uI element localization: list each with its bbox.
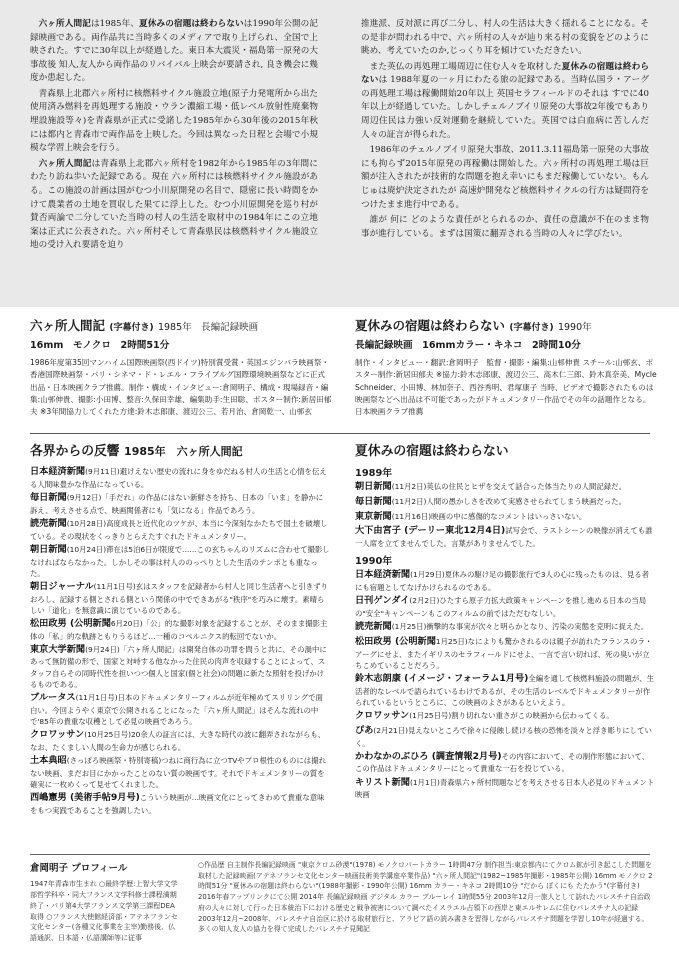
review-source: かわなかのぶひろ (調査情報2月号) [355,750,502,762]
profile-title: 倉岡明子 プロフィール [30,863,128,874]
reviews-title: 夏休みの宿題は終わらない [355,444,509,459]
film-title-ref: 六ヶ所人間記 [38,158,92,169]
review-quote: (1月1日)青森県六ヶ所村問題などを考えさせる日本人必見のドキュメント映画 [355,777,655,800]
intro-text: は1990年公開の記録映画である。両作品共に当時多くのメディアで取り上げられ、全国で上映された。すでに30年以上が経過した。東日本大震災・福島第一原発の大事故後 知人,友人から両作品のリバイバル上映会が要請され, 良き機会に幾度か患起した。 [30,19,318,84]
film-info-natsuyasumi [355,316,657,418]
review-source: 朝日ジャーナル [30,580,94,592]
review-item [30,728,330,753]
intro-text: は 1988年夏の一ヶ月にわたる旅の記録である。当時仏国ラ・アーグの再処理工場は稼働開始20年以上 英国セラフィールドのそれは すでに40年以上が経過していた。しかしチェルノブイリ原発の大事故2年後でもあり周辺住民は力強い反対運動を継続していた。英国では白血病に苦しんだ人々の証言が得られた。 [361,75,649,140]
review-source: 日本経済新聞 [355,569,411,581]
review-item [30,580,330,616]
reviews-meta: 1985年 六ヶ所人間記 [124,445,243,458]
review-source: 東京大学新聞 [30,643,86,655]
review-source: クロワッサン [355,709,410,721]
review-quote: (11月1日号)玄はスタッフを記録者から村人と同じ生活者へと引きずりおろし、記録する側とされる側という関係の中でできあがる"秩序"を巧みに壊す。素晴らしい「道化」を無意識に演じているのである。 [30,581,328,615]
review-item [30,617,330,642]
film-name: 六ヶ所人間記 [30,318,106,333]
film-title-ref: 六ヶ所人間記 [38,19,91,29]
review-item [30,754,330,790]
review-source: 朝日新聞 [355,481,392,492]
film-title-ref: 夏休みの宿題は終わらない [361,61,649,86]
review-quote: (2月21日)見えないところで徐々に侵蝕し続ける核の恐怖を淡々と浮き彫りにしていく。 [355,725,652,748]
review-quote: (11月2日)人間の愚かしさを改めて実感させられてしまう映画だった。 [391,496,626,506]
review-item [30,517,330,542]
review-source: 大下由宮子 (デーリー東北12月4日) [355,525,506,537]
intro-paragraph: 1986年のチェルノブイリ原発大事故、2011.3.11福島第一原発の大事故にも拘らず2015年原発の再稼働は開始した。六ヶ所村の再処理工場は巨額が注入されたが技術的な問題を抱え幸いにもまだ稼働していない。もんじゅは廃炉決定されたが 高速炉開発など核燃料サイクルの行方は疑問符をつけたまま進行中である。 [361,145,649,210]
film-name: 夏休みの宿題は終わらない [355,318,506,333]
review-source: 読売新聞 [355,621,392,633]
review-quote: (9月24日)「六ヶ所人間記」は開発自体の功罪を問うと共に、その渦中にあって無防備の形で、国家と対峙する他なかった住民の肉声を収録することによって、スタッフ自らその同時代性を担いつつ個人と国家(個と社会)の問題に新たな照射を投げかけるものである。 [30,644,327,689]
film-credits: 制作・インタビュー・翻訳:倉岡明子 監督・撮影・編集:山邨伸貴 スチール:山邨玄、ポスター制作:新居田郁夫 ※協力:鈴木志郎康、渡辺公三、高木仁三郎、鈴木真奈美、Mycle Schneider、小田博、林加奈子、西谷秀明、君塚康子 当時、ビデオで撮影されたものは映画祭などへ出品は不可能であったがドキュメンタリー作品でその年の話題作となる。日本映画クラブ推薦 [355,358,657,417]
film-meta: 1985年 長編記録映画 [157,322,259,333]
review-quote: (9月12日)「手だれ」の作品にはない新鮮さを持ち、日本の「いま」を静かに訴え、考えさせる点で、映画関係者にも「気になる」作品であろう。 [30,492,324,515]
review-item [355,635,655,671]
intro-text: は青森県上北郡六ヶ所村を1982年から1985年の3年間にわたり訪ね歩いた記録である。現在 六ヶ所村には核燃料サイクル施設がある。この施設の計画は国がむつ小川原開発の名目で、隠密に長い時間をかけて農業者の土地を買収した果てに浮上した。むつ小川原開発を巡り村が賛否両論で二分していた当時の村人の生活を取材中の1984年にこの立地案は正式に公表された。六ヶ所村そして青森県民は核燃料サイクル施設立地の受け入れ要請を迫り [30,158,318,251]
film-credits: 1986年度第35回マンハイム国際映画祭(西ドイツ)特別賞受賞・英国エジンバラ映画祭・香港国際映画祭・パリ・シネマ・ド・レエル・フライブルグ国際環境映画祭などに正式出品・日本映画クラブ推薦。制作・構成・インタビュー:倉岡明子、構成・現場録音・編集:山邨伸貴、撮影:小田博、整音:久保田幸雄、編集助手:生田聡、ポスター制作:新居田郁夫 ※3年間協力してくれた方達:鈴木志郎康、渡辺公三、若月治、倉岡乾一、山邨玄 [30,358,332,417]
review-quote: 1月25日)なによりも驚かされるのは親子が訪れたフランスのラ・アーグにせよ、またイギリスのセラフィールドにせよ、一言で言い切れば、死の臭いが立ちこめていることだろう。 [355,636,653,670]
review-quote: 試写会で、ラストシーンの映像が消えても誰一人席を立てませんでした。言葉がありませんでした。 [355,526,653,549]
review-quote: (9月11日)避けえない歴史の流れに身をゆだねる村人の生活と心情を伝える人間味豊かな作品になっている。 [30,467,327,489]
subtitle-tag: (字幕付き) [509,323,554,333]
film-spec: 16mm モノクロ 2時間51分 [30,340,170,351]
review-source: 松田政男 (公明新聞 [355,635,436,647]
intro-paragraph [30,158,318,253]
review-item [355,568,655,593]
review-source: 松田政男 (公明新聞 [30,617,111,629]
review-list [30,465,330,816]
review-item [355,510,655,524]
review-source: 土本典昭 [30,754,67,766]
review-source: ブルータス [30,691,76,703]
review-source: 朝日新聞 [30,543,67,555]
review-source: 日刊ゲンダイ [355,595,410,607]
review-item [355,750,655,775]
film-title [30,316,332,334]
review-quote: (1月29日)夏休みの駆け足の撮影旅行で3人の心に残ったものは、見る者にも宿題としてなげかけられるのである。 [355,570,650,593]
review-item [30,543,330,579]
review-item [355,724,655,749]
film-title [355,316,657,334]
review-quote: (10月28日)高度成長と近代化のツケが、本当に今深刻なかたちで国土を破壊している。その現状をくっきりとらえたすぐれたドキュメンタリー。 [30,518,328,541]
review-quote: (さっぽろ映画祭・特別寄稿)つねに商行為に立つTVやプロ根性のものには撮れない映画、まだお目にかかったことのない質の映画です。それでドキュメンタリーの質を確実に一枚めくって見せてくれました。 [30,755,326,789]
review-source: キリスト新聞 [355,776,410,788]
review-item [355,480,655,494]
intro-text: は1985年、 [90,19,140,29]
reviews-heading [30,440,330,459]
review-quote: (2月2日)ひたすら原子力拡大政策キャンペーンを推し進める日本の当局の"安全"キャンペーンもこのフィルムの前ではただむなしい。 [355,596,647,618]
review-source: 日本経済新聞 [30,466,86,477]
review-source: 毎日新聞 [355,495,392,507]
review-item [355,672,655,708]
works-history: ○作品歴 自主制作長編記録映画 "東京クロム砂漠"(1978) モノクロパートカラー 1時間47分 制作担当:東京都内にてクロム鉱が引き起こした問題を取材した記録映画(アテネフランセ文化センター映画技術美学講座卒業作品) "六ヶ所人間記"(1982~1985年撮影・1985年公開) 16mm モノクロ 2時間51分 "夏休みの宿題は終わらない"(1988年撮影・1990年公開) 16mm カラー・キネコ 2時間10分 "だから ぼくにも たたかう"(字幕付き) 2016年春アップリンクにて公開 2014年 長編記録映画 デジタル カラー ブルーレイ 1時間55分 2003年12月一旅人として訪れたパレスチナ自治政府の人々に対して行った日本統治下における歴史と戦争被害について調べたイスラエル占領下の西岸と東エルサレムに住むパレスチナ人の記録 2003年12月~2008年、パレスチナ自治区に於ける取材旅行と、アラビア語の読み書きを習得しながらパレスチナ問題を学習し10年が経過する。多くの知人友人の協力を得て完成したパレスチナ見聞記 [198,861,653,934]
reviews-rokkasho [30,440,330,817]
review-year: 1990年 [355,556,393,568]
review-item [30,491,330,516]
intro-column-right [361,18,649,243]
film-info-rokkasho [30,316,332,418]
review-quote: (11月2日)英仏の住民とヒザを交えて話合った体当たりの人間記録だ。 [391,482,626,491]
review-source: 読売新聞 [30,517,67,529]
review-quote: (10月24日)滞在は5泊6日が限度で……この玄ちゃんのリズムに合わせて撮影しなければならなかった。しかしその事は村人ののっぺりとした生活のテンポとも重なった。 [30,544,330,578]
review-source: 毎日新聞 [30,491,67,503]
review-source: 東京新聞 [355,510,392,522]
review-quote: (11月16日)映画の中に感傷的なコメントはいっさいない。 [391,511,587,521]
intro-paragraph [30,18,318,86]
review-quote: (1月25日号)割り切れない重さがこの映画から伝わってくる。 [409,710,614,720]
footer-divider [30,854,650,855]
review-item [355,709,655,723]
review-source: クロワッサン [30,728,85,740]
review-item [30,691,330,727]
intro-column-left [30,18,318,255]
reviews-title: 各界からの反響 [30,444,120,459]
film-meta: 1990年 [557,322,592,333]
review-source: 西嶋憲男 (美術手帖9月号) [30,791,140,803]
review-item [355,495,655,509]
review-list [355,480,655,549]
review-quote: (11月1日号)日本のドキュメンタリーフィルムが近年極めてスリリングで面白い。今回ようやく東京で公開されることになった「六ヶ所人間記」はそんな流れの中で'85年の貴重な収穫として必見の映画であろう。 [30,692,323,726]
review-quote: (10月25日号)20余人の証言には、大きな時代の波に翻弄されながらも、なお、たくましい人間の生命力が感じられる。 [30,729,326,752]
reviews-natsuyasumi [355,440,655,801]
section-divider [30,433,650,434]
profile-block [30,860,180,944]
intro-paragraph: 誰が 何に どのような責任がとられるのか、責任の意識が不在のまま物事が進行している。まずは国策に翻弄される当時の人々に学びたい。 [361,215,649,239]
review-item [355,524,655,549]
intro-paragraph: 青森県上北郡六ヶ所村に核燃料サイクル施設立地(原子力発電所から出た使用済み燃料を再処理する施設・ウラン濃縮工場・低レベル放射性廃棄物埋設施設等々)を青森県が正式に受諾した1985年から30年後の2015年秋には都内と青森市で両作品を上映した。今回は異なった日程と会場で小規模な学習上映会を行う。 [30,88,318,154]
review-item [30,465,330,490]
intro-paragraph [361,61,649,142]
review-item [30,791,330,816]
intro-paragraph: 推進派、反対派に再び二分し、村人の生活は大きく揺れることになる。その是非が問われる中で、六ヶ所村の人々が辿り来る村の変貌をどのように眺め、考えていたのか,じっくり耳を傾けていただきたい。 [361,19,649,57]
review-quote: 全編を通して核燃料施設の問題が、生活者的なレベルで語られているわけであるが、その生活のレベルでドキュメンタリーが作られているというところに、この映画のよさがあるといえよう。 [355,673,655,707]
film-spec: 長編記録映画 16mmカラー・キネコ 2時間10分 [355,340,581,351]
review-list [355,568,655,800]
review-year: 1989年 [355,468,393,479]
subtitle-tag: (字幕付き) [109,323,154,333]
profile-text: 1947年青森市生まれ ○最終学歴:上智大学文学部哲学科卒・同大フランス文学科修士課程満期終了・パリ第4大学フランス文学第三課程DEA取得 ○フランス大使館経済部・アテネフランセ文化センター(各種文化事業を主宰)勤務後、仏語通訳、日本語・仏語講師等に従事 [30,880,178,943]
review-item [355,776,655,801]
review-source: ぴあ [355,724,374,736]
intro-band [0,0,679,307]
review-item [355,620,655,634]
review-quote: 6月20日)「公」的な撮影対象を記録することが、そのまま撮影主体の「私」的な軌跡ともりうるほど…一種のコペルニクス的転回でないか。 [30,618,328,641]
review-quote: こういう映画が…映画文化にとってきわめて貴重な意味をもつ実践であることを強調したい。 [30,792,325,815]
review-quote: (1月25日)衝撃的な事実が次々と明らかとなり、汚染の実態を克明に捉えた。 [391,622,649,632]
review-item [355,594,655,619]
intro-text: また英仏の再処理工場周辺に住む人々を取材した [369,61,562,72]
review-source: 鈴木志朗康 (イメージ・フォーラム1月号) [355,672,529,684]
review-quote: その内容において、その制作形態において、この作品はドキュメンタリーにとって貴重な一石を投じている。 [355,751,650,774]
review-item [30,643,330,690]
film-title-ref: 夏休みの宿題は終わらない [139,19,244,29]
